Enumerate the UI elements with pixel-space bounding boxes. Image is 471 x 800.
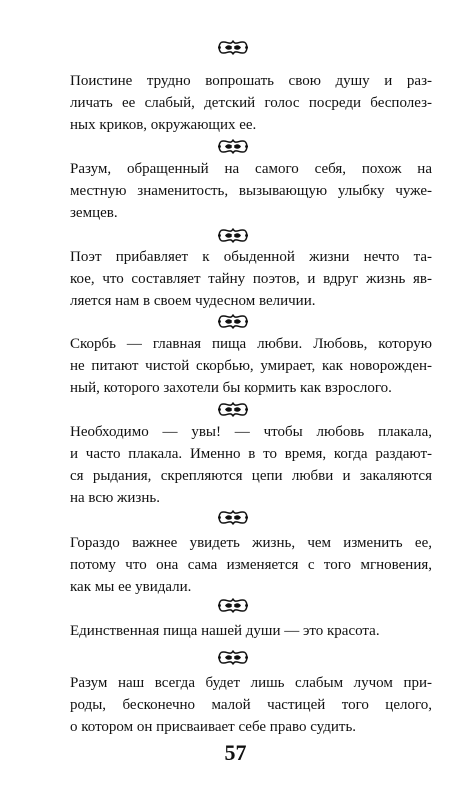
paragraph-line: о котором он присваивает себе право судить. bbox=[70, 719, 357, 735]
paragraph-line: Гораздо важнее увидеть жизнь, чем изменить ее, bbox=[70, 535, 432, 551]
paragraph-line: личать ее слабый, детский голос посреди бесполез- bbox=[70, 95, 432, 111]
paragraph-3 bbox=[70, 246, 432, 312]
paragraph-4 bbox=[70, 333, 432, 399]
paragraph-line: Разум, обращенный на самого себя, похож на bbox=[70, 161, 432, 177]
floral-ornament-icon bbox=[218, 139, 248, 154]
paragraph-7 bbox=[70, 620, 432, 642]
paragraph-line: кое, что составляет тайну поэтов, и вдруг жизнь яв- bbox=[70, 271, 432, 287]
paragraph-line: Поистине трудно вопрошать свою душу и раз- bbox=[70, 73, 432, 89]
paragraph-line: ляется нам в своем чудесном величии. bbox=[70, 293, 316, 309]
page-number: 57 bbox=[224, 740, 247, 765]
paragraph-2 bbox=[70, 158, 432, 224]
paragraph-line: не питают чистой скорбью, умирает, как новорожден- bbox=[70, 358, 432, 374]
floral-ornament-icon bbox=[218, 314, 248, 329]
paragraph-line: земцев. bbox=[70, 205, 118, 221]
paragraph-line: как мы ее увидали. bbox=[70, 579, 192, 595]
paragraph-line: Скорбь — главная пища любви. Любовь, которую bbox=[70, 336, 432, 352]
paragraph-line: местную знаменитость, вызывающую улыбку чуже- bbox=[70, 183, 432, 199]
paragraph-line: ный, которого захотели бы кормить как взрослого. bbox=[70, 380, 392, 396]
paragraph-line: потому что она сама изменяется с того мгновения, bbox=[70, 557, 432, 573]
paragraph-line: роды, бесконечно малой частицей того целого, bbox=[70, 697, 432, 713]
paragraph-line: Необходимо — увы! — чтобы любовь плакала, bbox=[70, 424, 432, 440]
paragraph-line: ных криков, окружающих ее. bbox=[70, 117, 257, 133]
paragraph-8 bbox=[70, 672, 432, 738]
paragraph-6 bbox=[70, 532, 432, 598]
floral-ornament-icon bbox=[218, 402, 248, 417]
floral-ornament-icon bbox=[218, 228, 248, 243]
paragraph-1 bbox=[70, 70, 432, 136]
paragraph-line: Единственная пища нашей души — это красота. bbox=[70, 623, 380, 639]
paragraph-line: на всю жизнь. bbox=[70, 490, 160, 506]
paragraph-line: ся рыдания, скрепляются цепи любви и закаляются bbox=[70, 468, 432, 484]
floral-ornament-icon bbox=[218, 598, 248, 613]
paragraph-5 bbox=[70, 421, 432, 509]
floral-ornament-icon bbox=[218, 510, 248, 525]
paragraph-line: и часто плакала. Именно в то время, когда раздают- bbox=[70, 446, 432, 462]
floral-ornament-icon bbox=[218, 40, 248, 55]
floral-ornament-icon bbox=[218, 650, 248, 665]
paragraph-line: Поэт прибавляет к обыденной жизни нечто та- bbox=[70, 249, 432, 265]
paragraph-line: Разум наш всегда будет лишь слабым лучом при- bbox=[70, 675, 432, 691]
